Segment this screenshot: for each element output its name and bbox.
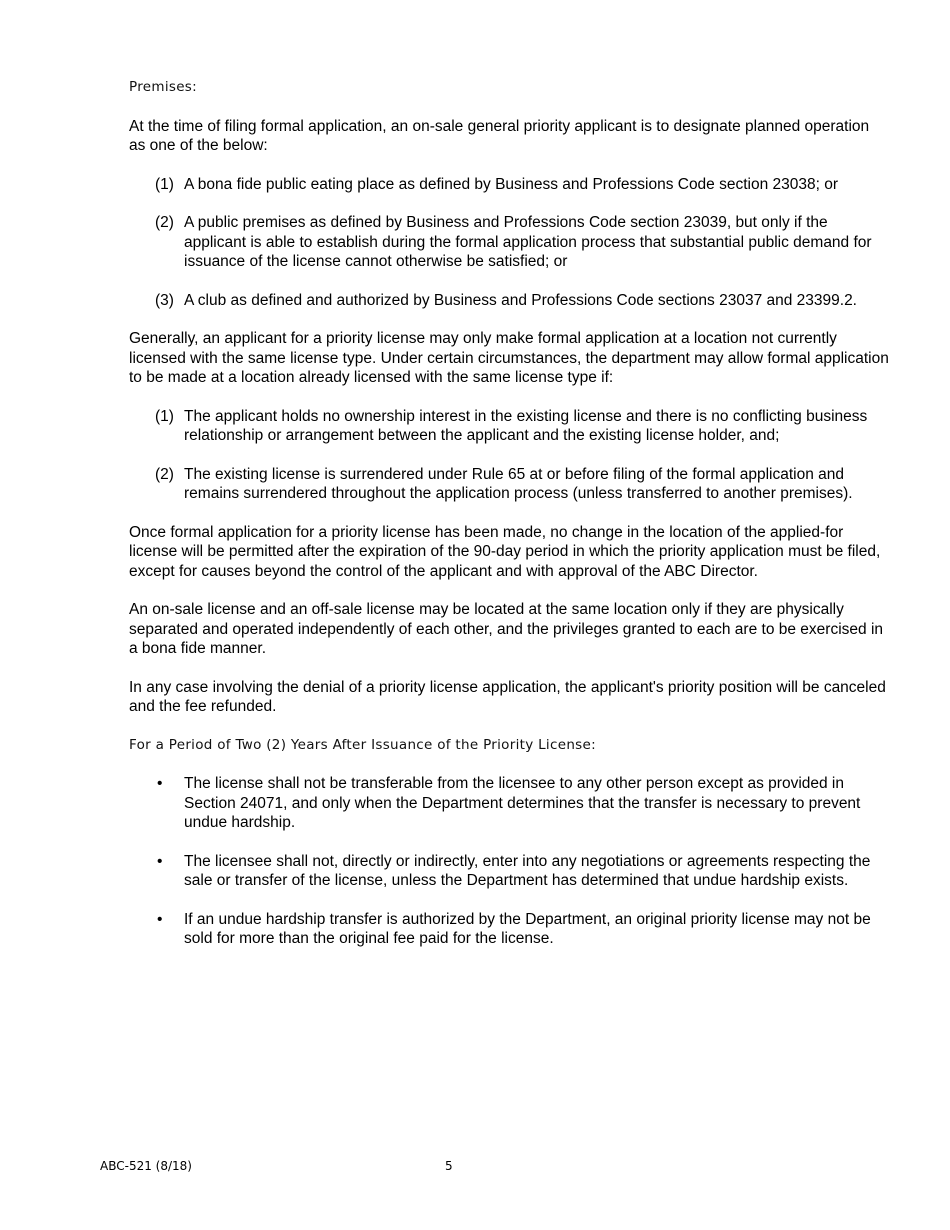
- bullet-icon: •: [157, 775, 163, 792]
- item-text: A club as defined and authorized by Business and Professions Code sections 23037 and 23399.2.: [184, 291, 857, 309]
- item-text: A bona fide public eating place as defined by Business and Professions Code section 23038; or: [184, 175, 839, 193]
- bullet-item: [129, 774, 889, 833]
- item-number: (3): [155, 291, 174, 309]
- list-item: [129, 175, 889, 195]
- item-number: (2): [155, 465, 174, 483]
- premises-list: [129, 175, 889, 311]
- onsale-offsale-paragraph: An on-sale license and an off-sale license may be located at the same location only if they are physically separated and operated independently of each other, and the privileges granted to each are to be exercised in a bona fide manner.: [129, 601, 884, 657]
- bullet-icon: •: [157, 852, 163, 870]
- location-list: [129, 407, 889, 504]
- location-change-paragraph: Once formal application for a priority license has been made, no change in the location of the applied-for license will be permitted after the expiration of the 90-day period in which the priority application must be filed, except for causes beyond the control of the applicant and with approval of the ABC Director.: [129, 523, 881, 580]
- list-item: [129, 291, 889, 311]
- denial-paragraph: In any case involving the denial of a priority license application, the applicant's priority position will be canceled and the fee refunded.: [129, 678, 886, 715]
- document-page: [129, 78, 889, 968]
- item-text: A public premises as defined by Business and Professions Code section 23039, but only if the applicant is able to establish during the formal application process that substantial public demand for issuance of the license cannot otherwise be satisfied; or: [184, 214, 872, 270]
- item-text: The existing license is surrendered under Rule 65 at or before filing of the formal application and remains surrendered throughout the application process (unless transferred to another premises).: [184, 465, 853, 502]
- list-item: [129, 407, 889, 446]
- item-text: The applicant holds no ownership interest in the existing license and there is no conflicting business relationship or arrangement between the applicant and the existing license holder, and;: [184, 407, 868, 444]
- form-id: ABC-521 (8/18): [100, 1159, 192, 1173]
- bullet-text: The license shall not be transferable from the licensee to any other person except as provided in Section 24071, and only when the Department determines that the transfer is necessary to prevent undue hardship.: [184, 775, 861, 831]
- bullet-text: If an undue hardship transfer is authorized by the Department, an original priority license may not be sold for more than the original fee paid for the license.: [184, 910, 871, 947]
- bullet-item: [129, 910, 889, 949]
- intro-paragraph: At the time of filing formal application, an on-sale general priority applicant is to designate planned operation as one of the below:: [129, 117, 870, 154]
- page-number: 5: [445, 1159, 453, 1173]
- item-number: (1): [155, 175, 174, 193]
- item-number: (1): [155, 407, 174, 425]
- list-item: [129, 213, 889, 272]
- bullet-text: The licensee shall not, directly or indirectly, enter into any negotiations or agreements respecting the sale or transfer of the license, unless the Department has determined that undue hardship exists.: [184, 852, 871, 889]
- bullet-item: [129, 852, 889, 891]
- bullet-icon: •: [157, 910, 163, 928]
- restrictions-list: [129, 774, 889, 949]
- location-paragraph: Generally, an applicant for a priority license may only make formal application at a location not currently licensed with the same license type. Under certain circumstances, the department may allow formal application to be made at a location already licensed with the same license type if:: [129, 330, 889, 386]
- list-item: [129, 465, 889, 504]
- item-number: (2): [155, 214, 174, 231]
- premises-heading: Premises:: [129, 79, 197, 95]
- period-heading: For a Period of Two (2) Years After Issuance of the Priority License:: [129, 736, 596, 753]
